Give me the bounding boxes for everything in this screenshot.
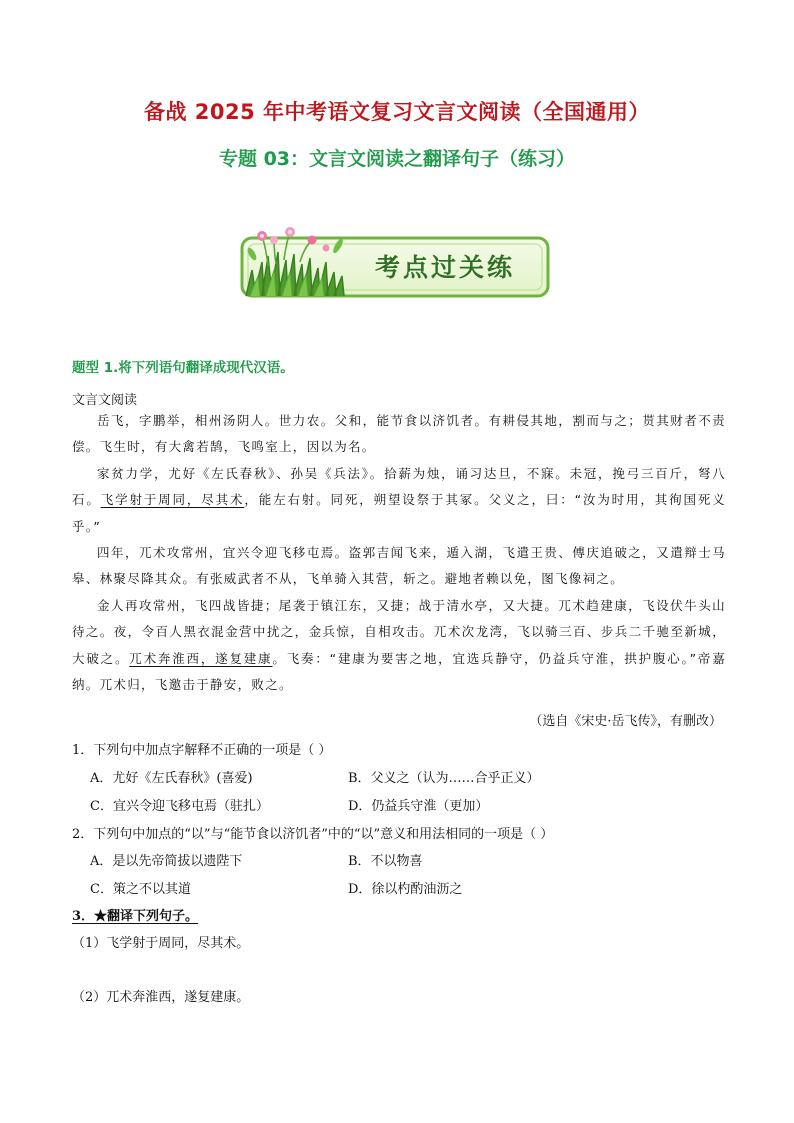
- classical-passage: [72, 408, 726, 698]
- passage-text: 。飞奏：“建康为要害之地，宜选兵静守，仍益兵守淮，拱护腹心。”帝嘉纳。兀术归，飞邀击于静安，败之。: [72, 650, 726, 693]
- question-2-option-c: C．策之不以其道: [90, 882, 191, 897]
- underlined-sentence-2: 兀术奔淮西，遂复建康: [129, 650, 273, 666]
- question-3-sentence-2: （2）兀术奔淮西，遂复建康。: [72, 990, 250, 1005]
- passage-text: 金人再攻常州，飞四战皆捷；尾袭于镇江东，又捷；战于清水亭，又大捷。兀术趋建康，飞设伏牛头山待之。夜，令百人黑衣混金营中扰之，金兵惊，自相攻击。兀术次龙湾，飞以骑三百、步兵二千驰至新城，大破之。: [72, 597, 726, 666]
- underlined-sentence-1: 飞学射于周同，尽其术: [100, 492, 245, 508]
- question-2-option-b: B．不以物喜: [348, 854, 423, 869]
- question-1-option-b: B．父义之（认为……合乎正义）: [348, 771, 540, 786]
- question-2-option-d: D．徐以杓酌油沥之: [348, 882, 463, 897]
- section-label: 文言文阅读: [72, 393, 138, 408]
- passage-paragraph-2: [72, 461, 726, 540]
- section-banner: [238, 226, 552, 302]
- question-2-option-a: A．是以先帝简拔以遗陛下: [90, 854, 243, 869]
- passage-paragraph-1: 岳飞，字鹏举，相州汤阴人。世力农。父和，能节食以济饥者。有耕侵其地，割而与之；贳其财者不责偿。飞生时，有大禽若鹄，飞鸣室上，因以为名。: [72, 413, 726, 455]
- question-3: 3．★翻译下列句子。: [72, 909, 199, 924]
- passage-paragraph-3: 四年，兀术攻常州，宜兴令迎飞移屯焉。盗郭吉闻飞来，遁入湖，飞遣王贵、傅庆追破之，又遣辩士马皋、林聚尽降其众。有张威武者不从，飞单骑入其营，斩之。避地者赖以免，图飞像祠之。: [72, 545, 726, 587]
- question-1-option-d: D．仍益兵守淮（更加）: [348, 799, 489, 814]
- passage-source: （选自《宋史·岳飞传》，有删改）: [529, 714, 722, 729]
- passage-text: 家贫力学，尤好《左氏春秋》、孙吴《兵法》。拾薪为烛，诵习达旦，不寐。未冠，挽弓三百斤，弩八石。: [72, 465, 726, 508]
- question-1-option-a: A．尤好《左氏春秋》(喜爱): [90, 771, 253, 786]
- question-2: 2．下列句中加点的“以”与“能节食以济饥者”中的“以”意义和用法相同的一项是（ ）: [72, 827, 554, 842]
- question-1: 1．下列句中加点字解释不正确的一项是（ ）: [72, 743, 332, 758]
- question-type-heading: 题型 1.将下列语句翻译成现代汉语。: [72, 360, 294, 376]
- document-subtitle: 专题 03：文言文阅读之翻译句子（练习）: [218, 148, 576, 170]
- passage-paragraph-4: [72, 593, 726, 699]
- document-title: 备战 2025 年中考语文复习文言文阅读（全国通用）: [143, 100, 651, 124]
- question-3-sentence-1: （1）飞学射于周同，尽其术。: [72, 936, 250, 951]
- passage-text: ，能左右射。同死，朔望设祭于其冢。父义之，曰：“汝为时用，其徇国死义乎。”: [72, 492, 726, 534]
- question-1-option-c: C．宜兴令迎飞移屯焉（驻扎）: [90, 799, 269, 814]
- banner-text: 考点过关练: [374, 253, 515, 282]
